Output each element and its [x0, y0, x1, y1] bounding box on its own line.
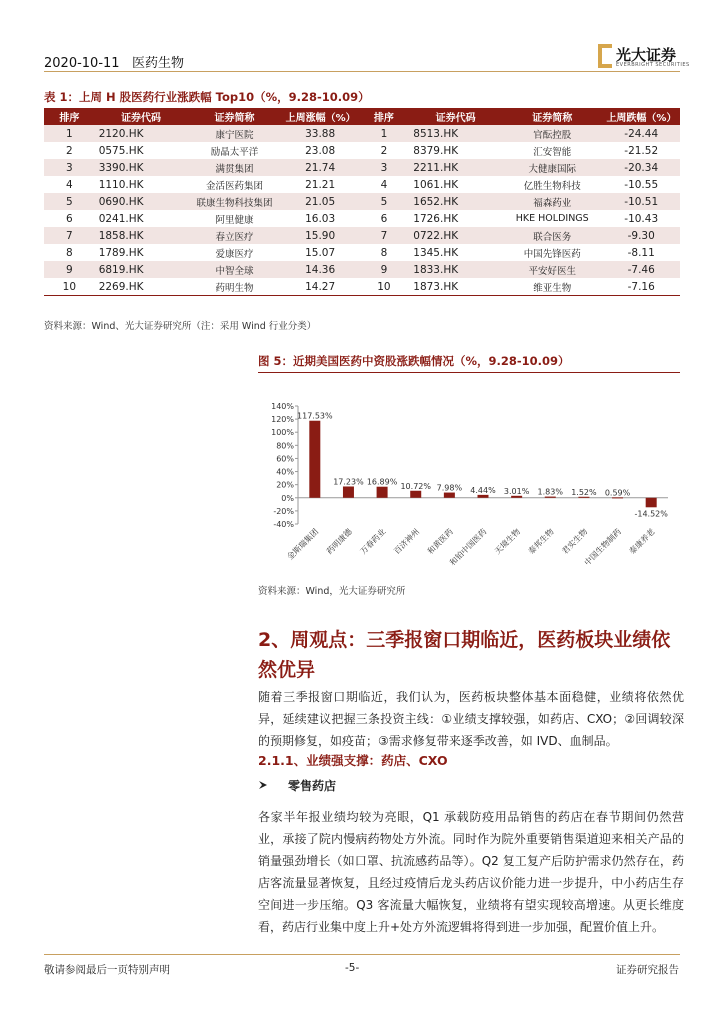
table-cell: 6819.HK — [95, 261, 188, 278]
table-cell: -10.43 — [624, 212, 659, 225]
bar-data-label: 4.44% — [470, 485, 496, 495]
bullet-label: 零售药店 — [288, 779, 337, 793]
col-header: 排序 — [359, 108, 410, 125]
table-cell: -21.52 — [624, 144, 659, 157]
table-cell: 8 — [66, 246, 73, 259]
table-cell: -9.30 — [602, 227, 680, 244]
col-header: 证券简称 — [502, 108, 602, 125]
y-tick-label: 20% — [276, 480, 294, 490]
bar — [578, 497, 589, 498]
table-row — [44, 210, 680, 227]
company-logo — [598, 42, 688, 72]
table-cell: 21.21 — [305, 178, 336, 191]
bar-data-label: -14.52% — [634, 509, 668, 519]
subsection-title: 2.1.1、业绩强支撑：药店、CXO — [258, 753, 448, 768]
x-tick-label: 君实生物 — [560, 527, 590, 557]
col-header: 证券代码 — [409, 108, 502, 125]
table-cell: 亿胜生物科技 — [523, 180, 581, 192]
bar-data-label: 3.01% — [503, 486, 530, 496]
footer-disclaimer: 敬请参阅最后一页特别声明 — [44, 964, 170, 976]
table-cell: 33.88 — [282, 125, 359, 142]
footer-page-number: -5- — [345, 962, 360, 974]
table-cell: 励晶太平洋 — [210, 146, 259, 158]
table-cell: 大健康国际 — [502, 159, 602, 176]
table-cell: 1061.HK — [413, 178, 459, 191]
table-cell: 4 — [66, 178, 73, 191]
table-cell: 官酝控股 — [502, 125, 602, 142]
bar — [545, 497, 556, 498]
x-tick-label: 百济神州 — [392, 527, 422, 557]
table-cell: 中国先锋医药 — [523, 248, 581, 260]
col-header: 证券代码 — [95, 108, 188, 125]
x-tick-label: 和黄医药 — [425, 527, 455, 557]
header-date: 2020-10-11 — [44, 56, 120, 71]
table-row — [44, 278, 680, 296]
table-cell: 中智全球 — [187, 261, 281, 278]
logo-subtitle: EVERBRIGHT SECURITIES — [616, 62, 690, 68]
bar — [309, 421, 320, 498]
y-tick-label: 120% — [271, 415, 294, 425]
table-cell: 15.90 — [282, 227, 359, 244]
section-title: 2、周观点：三季报窗口期临近，医药板块业绩依然优异 — [258, 629, 671, 681]
bar-data-label: 7.98% — [436, 483, 463, 493]
table-cell: 8379.HK — [413, 144, 459, 157]
table-cell: 14.36 — [282, 261, 359, 278]
table-cell: 平安好医生 — [502, 261, 602, 278]
section-intro: 随着三季报窗口期临近，我们认为，医药板块整体基本面稳健，业绩将依然优异，延续建议把握三条投资主线：①业绩支撑较强，如药店、CXO；②回调较深的预期修复，如疫苗；③需求修复带来逐季改善，如 IVD、血制品。 — [258, 690, 684, 748]
table-cell: 1833.HK — [409, 261, 502, 278]
bar — [646, 498, 657, 508]
bar-data-label: 0.59% — [604, 488, 631, 498]
table-cell: 5 — [359, 193, 410, 210]
table-cell: -10.51 — [602, 193, 680, 210]
x-tick-label: 金斯瑞集团 — [285, 527, 321, 562]
table-source: 资料来源：Wind、光大证券研究所（注：采用 Wind 行业分类） — [44, 321, 317, 332]
table-cell: -20.34 — [602, 159, 680, 176]
table-row — [44, 142, 680, 159]
table-cell: 8 — [380, 246, 388, 259]
table-cell: -7.46 — [602, 261, 680, 278]
table-cell: -10.55 — [624, 178, 659, 191]
table-cell: 维亚生物 — [502, 278, 602, 296]
table-cell: 0241.HK — [98, 212, 144, 225]
x-tick-label: 泰邦生物 — [526, 527, 556, 557]
table-cell: 2 — [66, 144, 73, 157]
table-cell: 1 — [44, 125, 95, 142]
table-cell: 1652.HK — [409, 193, 502, 210]
table-cell: 8513.HK — [409, 125, 502, 142]
table-row — [44, 244, 680, 261]
col-header: 证券简称 — [187, 108, 281, 125]
bar-data-label: 10.72% — [400, 481, 431, 491]
bar — [478, 495, 489, 498]
y-tick-label: 0% — [281, 493, 294, 503]
figure-title: 图 5：近期美国医药中资股涨跌幅情况（%，9.28-10.09） — [258, 354, 570, 368]
table-cell: 2 — [380, 144, 388, 157]
y-tick-label: 60% — [276, 454, 294, 464]
table-cell: 爱康医疗 — [215, 248, 254, 260]
table-cell: 10 — [359, 278, 410, 296]
table-cell: 1 — [359, 125, 410, 142]
table-cell: 7 — [359, 227, 410, 244]
table-cell: 0690.HK — [95, 193, 188, 210]
table-cell: -7.16 — [602, 278, 680, 296]
table-cell: 14.27 — [282, 278, 359, 296]
col-header: 上周涨幅（%） — [282, 108, 359, 125]
bar — [511, 496, 522, 498]
col-header: 排序 — [44, 108, 95, 125]
table-cell: 1789.HK — [98, 246, 144, 259]
footer-divider — [44, 954, 680, 955]
header-date-section — [44, 52, 184, 71]
table-row — [44, 193, 680, 210]
table-cell: 2211.HK — [409, 159, 502, 176]
table-row — [44, 176, 680, 193]
logo-text: 光大证券 — [616, 46, 677, 64]
table-cell: 3 — [359, 159, 410, 176]
y-tick-label: 80% — [276, 441, 294, 451]
table-cell: 5 — [44, 193, 95, 210]
table-cell: 1110.HK — [98, 178, 144, 191]
table-row — [44, 227, 680, 244]
bar — [444, 493, 455, 498]
bar-chart — [258, 398, 678, 578]
table-cell: 4 — [380, 178, 388, 191]
table-cell: 春立医疗 — [187, 227, 281, 244]
bar — [377, 487, 388, 498]
footer-report-type: 证券研究报告 — [616, 964, 679, 976]
table-cell: 9 — [44, 261, 95, 278]
table-cell: 1873.HK — [409, 278, 502, 296]
table-cell: -24.44 — [602, 125, 680, 142]
bar — [343, 486, 354, 497]
table-cell: 联康生物科技集团 — [187, 193, 281, 210]
table-cell: 10 — [44, 278, 95, 296]
x-tick-label: 和铂中国医药 — [448, 527, 489, 568]
bar — [612, 497, 623, 498]
table-cell: 3390.HK — [95, 159, 188, 176]
h-share-top10-table — [44, 108, 680, 296]
col-header: 上周跌幅（%） — [602, 108, 680, 125]
table-cell: 满贯集团 — [187, 159, 281, 176]
table-cell: 康宁医院 — [187, 125, 281, 142]
table-cell: 福森药业 — [502, 193, 602, 210]
logo-mark-icon — [598, 44, 612, 68]
table-row — [44, 125, 680, 142]
figure-title-divider — [258, 372, 680, 373]
table-cell: 1726.HK — [413, 212, 459, 225]
table-cell: 0575.HK — [98, 144, 144, 157]
y-tick-label: 100% — [271, 428, 294, 438]
table-cell: -8.11 — [627, 246, 655, 259]
table-cell: 9 — [359, 261, 410, 278]
table-cell: 3 — [44, 159, 95, 176]
bullet-item — [258, 777, 336, 794]
table-cell: 1858.HK — [95, 227, 188, 244]
table-cell: 21.05 — [282, 193, 359, 210]
table-cell: 6 — [380, 212, 388, 225]
section-body: 各家半年报业绩均较为亮眼，Q1 承载防疫用品销售的药店在春节期间仍然营业，承接了院内慢病药物处方外流。同时作为院外重要销售渠道迎来相关产品的销量强劲增长（如口罩、抗流感药品等）。Q2 复工复产后防护需求仍然存在，药店客流量显著恢复，且经过疫情后龙头药店议价能力进一步提升，中小药店生存空间进一步压缩。Q3 客流量大幅恢复，业绩将有望实现较高增速。从更长维度看，药店行业集中度上升+处方外流逻辑将得到进一步加强，配置价值上升。 — [258, 810, 684, 934]
table-cell: 21.74 — [282, 159, 359, 176]
bar-data-label: 17.23% — [333, 477, 364, 487]
table-cell: 16.03 — [305, 212, 336, 225]
table-cell: 2120.HK — [95, 125, 188, 142]
table-title: 表 1：上周 H 股医药行业涨跌幅 Top10（%，9.28-10.09） — [44, 90, 370, 104]
table-cell: 金活医药集团 — [206, 180, 264, 192]
x-tick-label: 中国生物制药 — [582, 527, 623, 568]
header-section: 医药生物 — [131, 56, 184, 71]
header-divider — [44, 71, 680, 72]
table-cell: HKE HOLDINGS — [515, 213, 589, 224]
bar-data-label: 1.52% — [571, 487, 597, 497]
y-tick-label: 40% — [276, 467, 294, 477]
table-cell: 阿里健康 — [215, 214, 254, 226]
figure-source: 资料来源：Wind，光大证券研究所 — [258, 586, 406, 597]
table-cell: 联合医务 — [502, 227, 602, 244]
table-cell: 23.08 — [305, 144, 336, 157]
table-header-row — [44, 108, 680, 125]
bar — [410, 491, 421, 498]
table-cell: 6 — [66, 212, 73, 225]
x-tick-label: 药明康德 — [324, 527, 354, 557]
table-row — [44, 261, 680, 278]
bar-data-label: 16.89% — [366, 477, 398, 487]
table-cell: 汇安智能 — [533, 146, 572, 158]
y-tick-label: -20% — [273, 506, 294, 516]
table-cell: 1345.HK — [413, 246, 459, 259]
y-tick-label: -40% — [273, 520, 294, 529]
y-tick-label: 140% — [271, 402, 294, 411]
x-tick-label: 泰康养老 — [627, 527, 657, 557]
bar-data-label: 117.53% — [297, 411, 333, 421]
table-cell: 7 — [44, 227, 95, 244]
table-cell: 2269.HK — [95, 278, 188, 296]
arrow-right-icon — [258, 779, 272, 793]
x-tick-label: 天境生物 — [493, 527, 523, 557]
table-cell: 15.07 — [305, 246, 336, 259]
table-row — [44, 159, 680, 176]
bar-data-label: 1.83% — [537, 487, 563, 497]
table-cell: 0722.HK — [409, 227, 502, 244]
x-tick-label: 万春药业 — [358, 527, 388, 557]
table-cell: 药明生物 — [187, 278, 281, 296]
